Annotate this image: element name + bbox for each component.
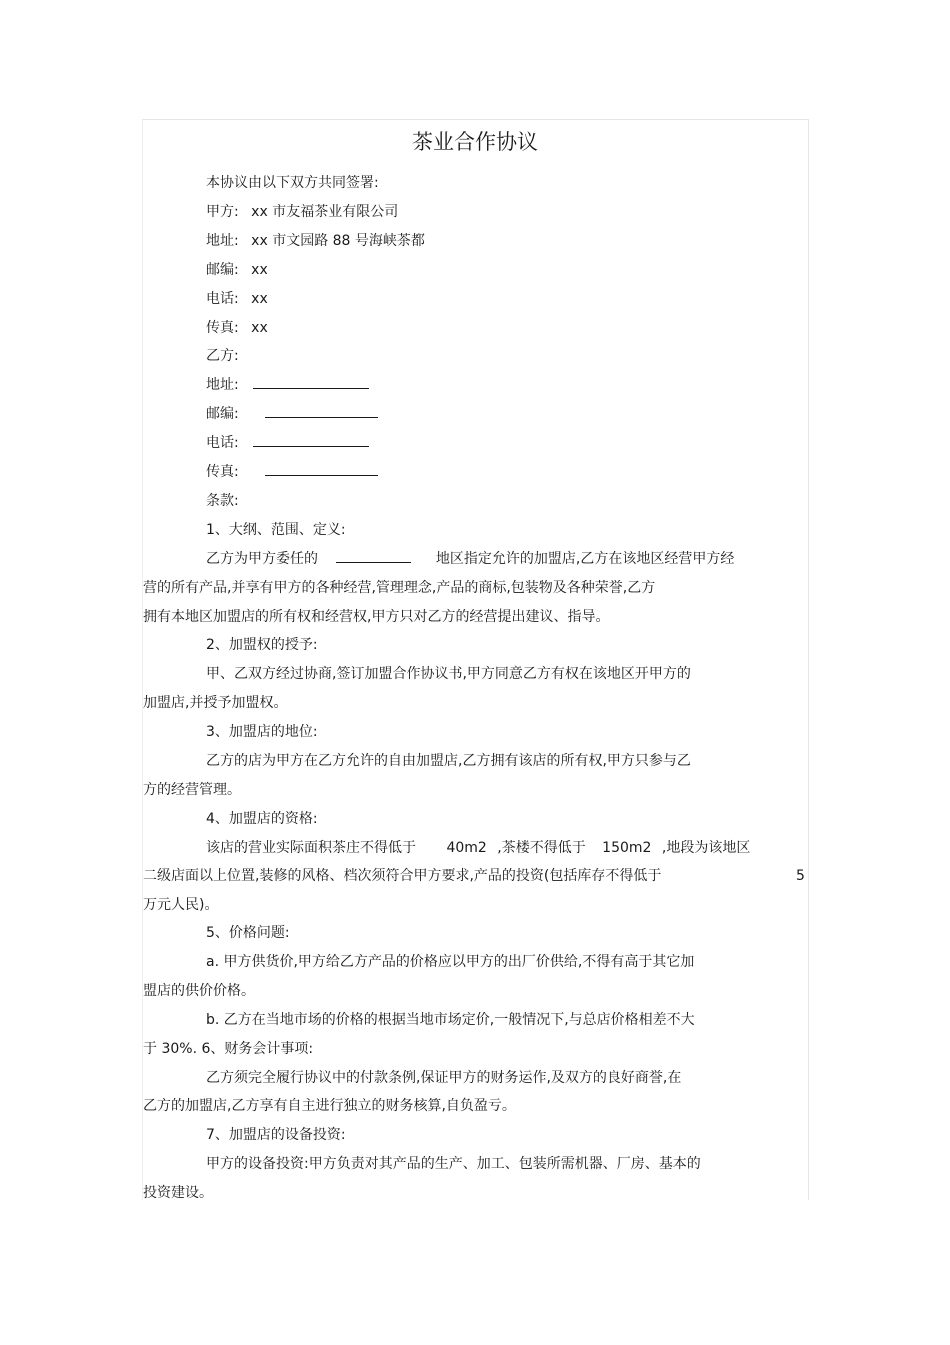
section-1-heading: 1、大纲、范围、定义: xyxy=(206,522,346,538)
section-4-text-a: 该店的营业实际面积茶庄不得低于 xyxy=(206,840,416,856)
region-blank xyxy=(336,550,411,563)
party-b-phone-line xyxy=(206,433,369,453)
party-a-name: xx 市友福茶业有限公司 xyxy=(251,204,399,220)
intro-line: 本协议由以下双方共同签署: xyxy=(206,175,379,191)
party-a-postcode: xx xyxy=(251,262,268,278)
party-b-fax-line xyxy=(206,462,378,482)
party-a-address: xx 市文园路 88 号海峡茶都 xyxy=(251,233,425,249)
party-b-address-label: 地址: xyxy=(206,377,239,393)
party-b-postcode-label: 邮编: xyxy=(206,406,239,422)
section-3-heading: 3、加盟店的地位: xyxy=(206,724,318,740)
teahouse-min-area: 40m2 xyxy=(446,840,487,856)
party-a-postcode-label: 邮编: xyxy=(206,262,239,278)
section-2-line-1: 甲、乙双方经过协商,签订加盟合作协议书,甲方同意乙方有权在该地区开甲方的 xyxy=(206,666,691,682)
section-4-text-b: ,茶楼不得低于 xyxy=(497,840,586,856)
section-4-heading: 4、加盟店的资格: xyxy=(206,811,318,827)
party-b-label: 乙方: xyxy=(206,348,239,364)
section-6-line-1: 乙方须完全履行协议中的付款条例,保证甲方的财务运作,及双方的良好商誉,在 xyxy=(206,1070,682,1086)
section-7-line-2: 投资建设。 xyxy=(143,1185,213,1201)
party-a-phone-line xyxy=(206,289,268,309)
party-a-fax: xx xyxy=(251,320,268,336)
party-a-postcode-line xyxy=(206,260,268,280)
section-1-text-a: 乙方为甲方委任的 xyxy=(206,551,318,567)
section-1-text-b: 地区指定允许的加盟店,乙方在该地区经营甲方经 xyxy=(435,551,735,567)
section-5-a-line-1: a. 甲方供货价,甲方给乙方产品的价格应以甲方的出厂价供给,不得有高于其它加 xyxy=(206,954,695,970)
section-4-amount: 5 xyxy=(796,868,805,884)
party-b-fax-blank xyxy=(265,463,378,476)
party-a-address-line xyxy=(206,231,425,251)
section-4-line-1 xyxy=(206,838,750,858)
section-1-line-2: 营的所有产品,并享有甲方的各种经营,管理理念,产品的商标,包装物及各种荣誉,乙方 xyxy=(143,580,656,596)
section-4-text-c: ,地段为该地区 xyxy=(661,840,751,856)
party-b-address-blank xyxy=(253,376,369,389)
document-title: 茶业合作协议 xyxy=(412,130,538,154)
party-b-address-line xyxy=(206,375,369,395)
section-3-line-2: 方的经营管理。 xyxy=(143,782,241,798)
section-5-b-line-1: b. 乙方在当地市场的价格的根据当地市场定价,一般情况下,与总店价格相差不大 xyxy=(206,1012,695,1028)
terms-label: 条款: xyxy=(206,493,239,509)
party-a-label: 甲方: xyxy=(206,204,239,220)
section-4-line-2: 二级店面以上位置,装修的风格、档次须符合甲方要求,产品的投资(包括库存不得低于 xyxy=(143,868,662,884)
section-7-heading: 7、加盟店的设备投资: xyxy=(206,1127,346,1143)
section-7-line-1: 甲方的设备投资:甲方负责对其产品的生产、加工、包装所需机器、厂房、基本的 xyxy=(206,1156,701,1172)
party-b-postcode-line xyxy=(206,404,378,424)
section-5-a-line-2: 盟店的供价价格。 xyxy=(143,983,255,999)
party-a-address-label: 地址: xyxy=(206,233,239,249)
party-a-fax-label: 传真: xyxy=(206,320,239,336)
section-1-line-1 xyxy=(206,549,734,569)
party-b-fax-label: 传真: xyxy=(206,464,239,480)
party-b-postcode-blank xyxy=(265,405,378,418)
party-a-fax-line xyxy=(206,318,268,338)
section-3-line-1: 乙方的店为甲方在乙方允许的自由加盟店,乙方拥有该店的所有权,甲方只参与乙 xyxy=(206,753,691,769)
party-a-phone: xx xyxy=(251,291,268,307)
party-b-phone-blank xyxy=(253,434,369,447)
party-a-line xyxy=(206,202,398,222)
section-2-heading: 2、加盟权的授予: xyxy=(206,637,318,653)
section-2-line-2: 加盟店,并授予加盟权。 xyxy=(143,695,288,711)
party-a-phone-label: 电话: xyxy=(206,291,239,307)
page-frame xyxy=(142,119,809,1200)
section-6-line-2: 乙方的加盟店,乙方享有自主进行独立的财务核算,自负盈亏。 xyxy=(143,1098,516,1114)
section-5-b-line-2: 于 30%. 6、财务会计事项: xyxy=(143,1041,314,1057)
teahall-min-area: 150m2 xyxy=(602,840,652,856)
section-1-line-3: 拥有本地区加盟店的所有权和经营权,甲方只对乙方的经营提出建议、指导。 xyxy=(143,609,610,625)
section-5-heading: 5、价格问题: xyxy=(206,925,290,941)
party-b-phone-label: 电话: xyxy=(206,435,239,451)
section-4-line-3: 万元人民)。 xyxy=(143,897,219,913)
